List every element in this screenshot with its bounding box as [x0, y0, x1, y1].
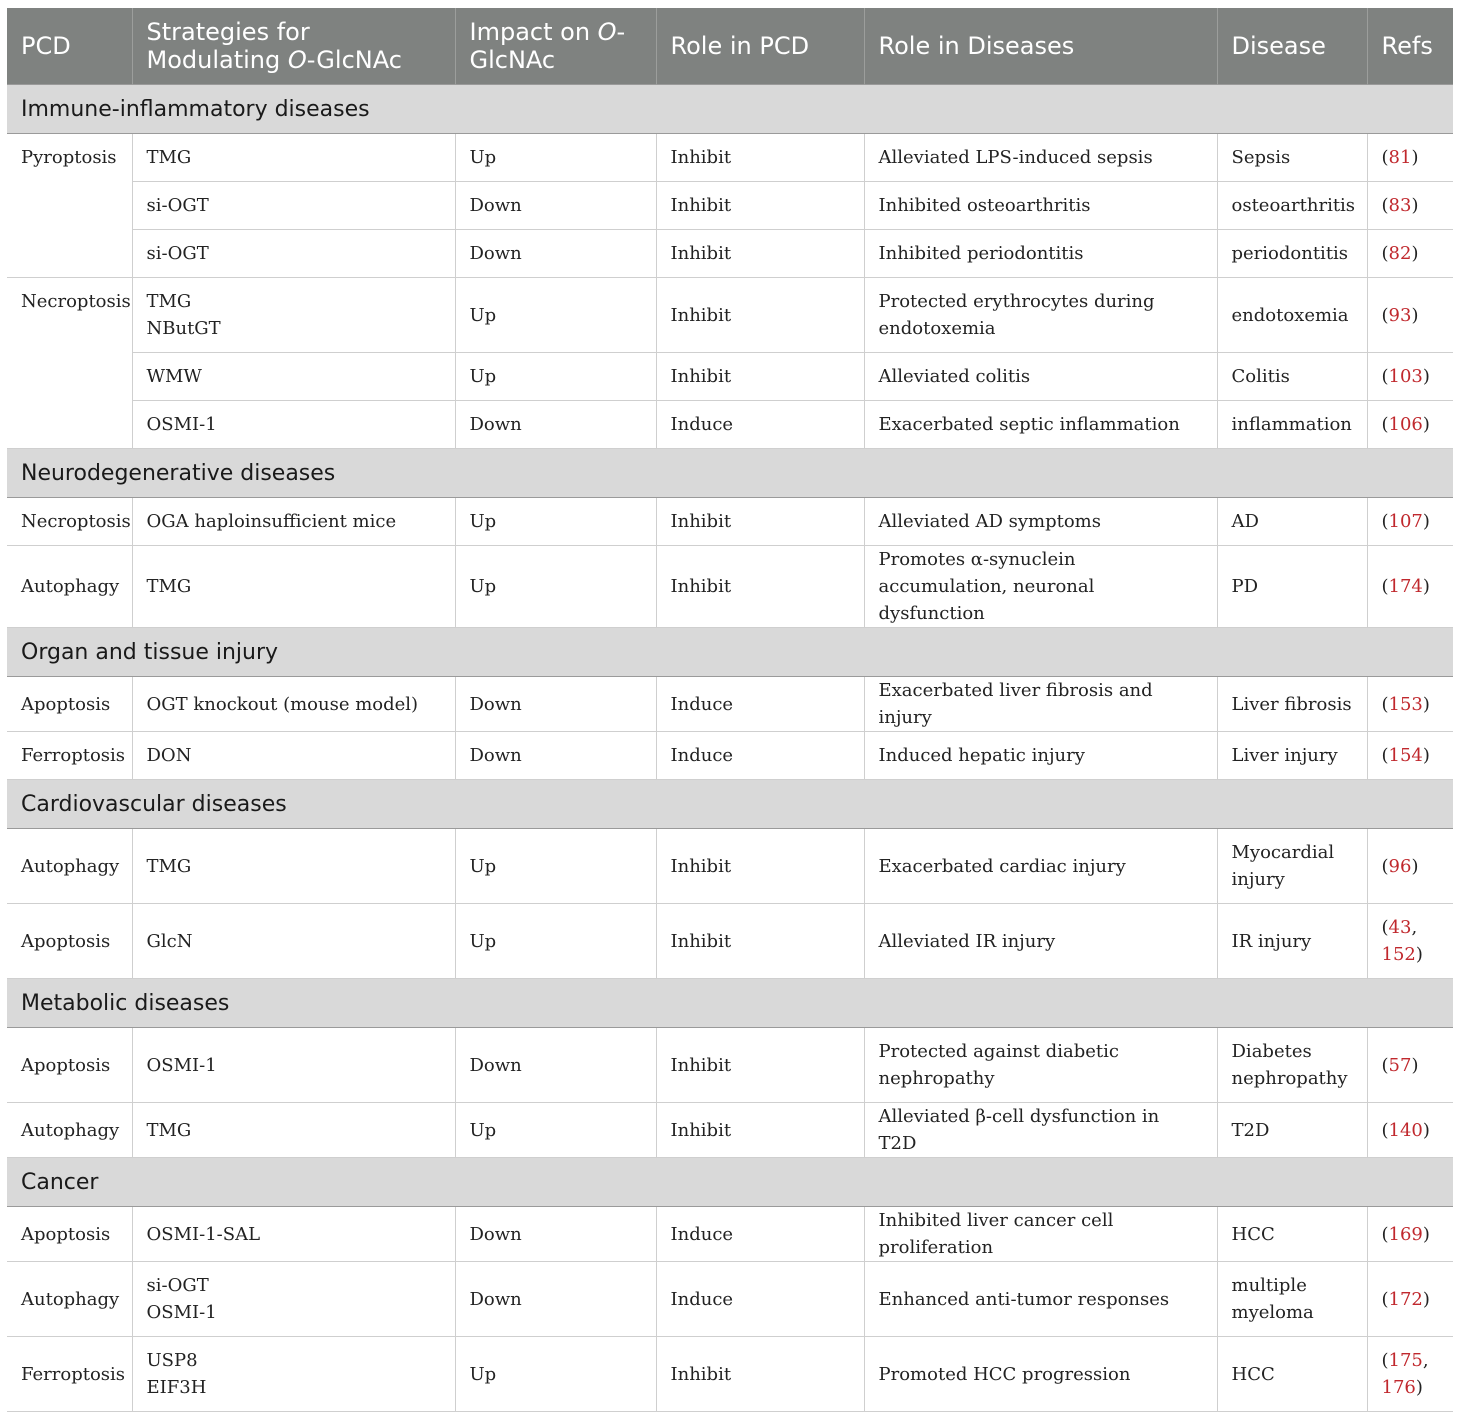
section-title: Organ and tissue injury [7, 628, 1453, 677]
refs-cell: (154) [1367, 732, 1453, 780]
strategy-cell: OSMI-1 [132, 1028, 455, 1103]
table-row [7, 401, 1453, 449]
strategy-cell [132, 1337, 455, 1412]
disease-cell: Myocardial injury [1217, 829, 1367, 904]
role-pcd-cell: Induce [656, 401, 864, 449]
role-pcd-cell: Induce [656, 1262, 864, 1337]
section-title: Cardiovascular diseases [7, 780, 1453, 829]
impact-cell: Up [455, 1103, 656, 1158]
ref-link[interactable]: 83 [1388, 195, 1412, 216]
section-row [7, 780, 1453, 829]
col-header-impact: Impact on O-GlcNAc [455, 8, 656, 85]
pcd-cell: Autophagy [7, 1103, 132, 1158]
refs-cell: (172) [1367, 1262, 1453, 1337]
refs-cell: (83) [1367, 182, 1453, 230]
col-header-refs: Refs [1367, 8, 1453, 85]
pcd-cell: Autophagy [7, 1262, 132, 1337]
impact-cell: Up [455, 546, 656, 628]
ref-link[interactable]: 57 [1388, 1054, 1412, 1076]
table-row [7, 230, 1453, 278]
pcd-cell: Necroptosis [7, 278, 132, 449]
role-pcd-cell: Inhibit [656, 498, 864, 546]
pcd-cell: Apoptosis [7, 677, 132, 732]
role-disease-cell: Exacerbated cardiac injury [864, 829, 1217, 904]
impact-cell: Up [455, 353, 656, 401]
role-pcd-cell: Induce [656, 732, 864, 780]
role-disease-cell: Protected erythrocytes during endotoxemia [864, 278, 1217, 353]
strategy-cell-line: TMG [146, 291, 192, 312]
impact-cell: Up [455, 134, 656, 182]
refs-cell: (103) [1367, 353, 1453, 401]
section-title: Neurodegenerative diseases [7, 449, 1453, 498]
refs-cell: (82) [1367, 230, 1453, 278]
disease-cell: Colitis [1217, 353, 1367, 401]
ref-link[interactable]: 176 [1381, 1377, 1416, 1398]
section-title: Immune-inflammatory diseases [7, 85, 1453, 134]
disease-cell: periodontitis [1217, 230, 1367, 278]
impact-cell: Down [455, 732, 656, 780]
strategy-cell: OGA haploinsufficient mice [132, 498, 455, 546]
table-row [7, 278, 1453, 353]
table-row [7, 498, 1453, 546]
ref-link[interactable]: 96 [1388, 855, 1412, 877]
table-row [7, 353, 1453, 401]
strategy-cell: OSMI-1 [132, 401, 455, 449]
table-row [7, 829, 1453, 904]
col-header-strategies: Strategies for Modulating O-GlcNAc [132, 8, 455, 85]
strategy-cell: TMG [132, 546, 455, 628]
strategy-cell-line: EIF3H [146, 1377, 207, 1398]
refs-cell: (43, 152) [1367, 904, 1453, 979]
pcd-table [7, 8, 1453, 1412]
strategy-cell-line: USP8 [146, 1350, 198, 1371]
impact-cell: Down [455, 401, 656, 449]
role-disease-cell: Protected against diabetic nephropathy [864, 1028, 1217, 1103]
ref-link[interactable]: 140 [1388, 1119, 1423, 1141]
disease-cell: osteoarthritis [1217, 182, 1367, 230]
strategy-cell: GlcN [132, 904, 455, 979]
table-row [7, 677, 1453, 732]
refs-cell: (169) [1367, 1207, 1453, 1262]
table-header [7, 8, 1453, 85]
disease-cell: AD [1217, 498, 1367, 546]
strategy-cell: OGT knockout (mouse model) [132, 677, 455, 732]
refs-cell: (81) [1367, 134, 1453, 182]
table-row [7, 904, 1453, 979]
role-pcd-cell: Inhibit [656, 1103, 864, 1158]
impact-cell: Up [455, 1337, 656, 1412]
pcd-cell: Apoptosis [7, 1028, 132, 1103]
ref-link[interactable]: 103 [1388, 366, 1423, 387]
role-pcd-cell: Induce [656, 677, 864, 732]
impact-cell: Up [455, 904, 656, 979]
role-disease-cell: Promoted HCC progression [864, 1337, 1217, 1412]
refs-cell: (107) [1367, 498, 1453, 546]
ref-link[interactable]: 172 [1388, 1288, 1423, 1310]
pcd-cell: Apoptosis [7, 904, 132, 979]
ref-link[interactable]: 169 [1388, 1223, 1423, 1245]
role-pcd-cell: Inhibit [656, 904, 864, 979]
disease-cell: Liver injury [1217, 732, 1367, 780]
col-header-role-diseases: Role in Diseases [864, 8, 1217, 85]
strategy-cell-line: OSMI-1 [146, 1302, 217, 1323]
impact-cell: Down [455, 1028, 656, 1103]
disease-cell: PD [1217, 546, 1367, 628]
col-header-disease: Disease [1217, 8, 1367, 85]
role-pcd-cell: Induce [656, 1207, 864, 1262]
strategy-cell: TMG [132, 1103, 455, 1158]
strategy-cell: WMW [132, 353, 455, 401]
disease-cell: IR injury [1217, 904, 1367, 979]
role-disease-cell: Promotes α-synuclein accumulation, neuronal dysfunction [864, 546, 1217, 628]
section-row [7, 979, 1453, 1028]
pcd-cell: Autophagy [7, 829, 132, 904]
disease-cell: endotoxemia [1217, 278, 1367, 353]
col-header-pcd: PCD [7, 8, 132, 85]
table-row [7, 732, 1453, 780]
ref-link[interactable]: 152 [1381, 944, 1416, 965]
pcd-cell: Ferroptosis [7, 732, 132, 780]
role-disease-cell: Enhanced anti-tumor responses [864, 1262, 1217, 1337]
strategy-cell [132, 1262, 455, 1337]
role-disease-cell: Alleviated IR injury [864, 904, 1217, 979]
strategy-cell: OSMI-1-SAL [132, 1207, 455, 1262]
role-pcd-cell: Inhibit [656, 353, 864, 401]
impact-cell: Down [455, 182, 656, 230]
disease-cell: Sepsis [1217, 134, 1367, 182]
impact-cell: Up [455, 498, 656, 546]
strategy-cell-line: si-OGT [146, 1275, 209, 1296]
refs-cell: (175, 176) [1367, 1337, 1453, 1412]
ref-link[interactable]: 174 [1388, 576, 1423, 597]
disease-cell: HCC [1217, 1337, 1367, 1412]
role-disease-cell: Alleviated β-cell dysfunction in T2D [864, 1103, 1217, 1158]
table-row [7, 134, 1453, 182]
impact-cell: Down [455, 1262, 656, 1337]
disease-cell: T2D [1217, 1103, 1367, 1158]
role-disease-cell: Alleviated AD symptoms [864, 498, 1217, 546]
impact-cell: Down [455, 677, 656, 732]
table-row [7, 1028, 1453, 1103]
ref-link[interactable]: 43 [1388, 917, 1412, 938]
disease-cell: Liver fibrosis [1217, 677, 1367, 732]
section-title: Metabolic diseases [7, 979, 1453, 1028]
role-disease-cell: Inhibited osteoarthritis [864, 182, 1217, 230]
role-pcd-cell: Inhibit [656, 546, 864, 628]
role-pcd-cell: Inhibit [656, 1028, 864, 1103]
section-row [7, 1158, 1453, 1207]
role-pcd-cell: Inhibit [656, 134, 864, 182]
table-row [7, 1337, 1453, 1412]
table-body [7, 85, 1453, 1412]
impact-cell: Down [455, 230, 656, 278]
role-pcd-cell: Inhibit [656, 230, 864, 278]
section-row [7, 85, 1453, 134]
role-disease-cell: Inhibited periodontitis [864, 230, 1217, 278]
role-disease-cell: Inhibited liver cancer cell proliferation [864, 1207, 1217, 1262]
role-pcd-cell: Inhibit [656, 182, 864, 230]
refs-cell: (174) [1367, 546, 1453, 628]
role-disease-cell: Exacerbated septic inflammation [864, 401, 1217, 449]
ref-link[interactable]: 175 [1388, 1350, 1423, 1371]
impact-cell: Down [455, 1207, 656, 1262]
pcd-cell: Autophagy [7, 546, 132, 628]
ref-link[interactable]: 106 [1388, 414, 1423, 435]
ref-link[interactable]: 107 [1388, 511, 1423, 532]
strategy-cell: si-OGT [132, 182, 455, 230]
strategy-cell: si-OGT [132, 230, 455, 278]
pcd-cell: Ferroptosis [7, 1337, 132, 1412]
pcd-cell: Necroptosis [7, 498, 132, 546]
strategy-cell: TMG [132, 134, 455, 182]
strategy-cell [132, 278, 455, 353]
refs-cell: (93) [1367, 278, 1453, 353]
disease-cell: inflammation [1217, 401, 1367, 449]
strategy-cell: TMG [132, 829, 455, 904]
refs-cell: (140) [1367, 1103, 1453, 1158]
col-header-role-pcd: Role in PCD [656, 8, 864, 85]
table-row [7, 1103, 1453, 1158]
role-disease-cell: Alleviated LPS-induced sepsis [864, 134, 1217, 182]
impact-cell: Up [455, 829, 656, 904]
role-disease-cell: Exacerbated liver fibrosis and injury [864, 677, 1217, 732]
section-title: Cancer [7, 1158, 1453, 1207]
ref-link[interactable]: 82 [1388, 243, 1412, 264]
disease-cell: Diabetes nephropathy [1217, 1028, 1367, 1103]
section-row [7, 449, 1453, 498]
impact-cell: Up [455, 278, 656, 353]
role-disease-cell: Induced hepatic injury [864, 732, 1217, 780]
strategy-cell-line: NButGT [146, 318, 221, 339]
table-row [7, 182, 1453, 230]
role-disease-cell: Alleviated colitis [864, 353, 1217, 401]
pcd-cell: Pyroptosis [7, 134, 132, 278]
table-row [7, 1207, 1453, 1262]
ref-link[interactable]: 93 [1388, 304, 1412, 326]
disease-cell: multiple myeloma [1217, 1262, 1367, 1337]
section-row [7, 628, 1453, 677]
table-row [7, 546, 1453, 628]
refs-cell: (57) [1367, 1028, 1453, 1103]
ref-link[interactable]: 81 [1388, 147, 1412, 168]
refs-cell: (106) [1367, 401, 1453, 449]
role-pcd-cell: Inhibit [656, 278, 864, 353]
pcd-cell: Apoptosis [7, 1207, 132, 1262]
role-pcd-cell: Inhibit [656, 1337, 864, 1412]
table-row [7, 1262, 1453, 1337]
ref-link[interactable]: 153 [1388, 693, 1423, 715]
role-pcd-cell: Inhibit [656, 829, 864, 904]
refs-cell: (153) [1367, 677, 1453, 732]
refs-cell: (96) [1367, 829, 1453, 904]
strategy-cell: DON [132, 732, 455, 780]
disease-cell: HCC [1217, 1207, 1367, 1262]
ref-link[interactable]: 154 [1388, 745, 1423, 766]
